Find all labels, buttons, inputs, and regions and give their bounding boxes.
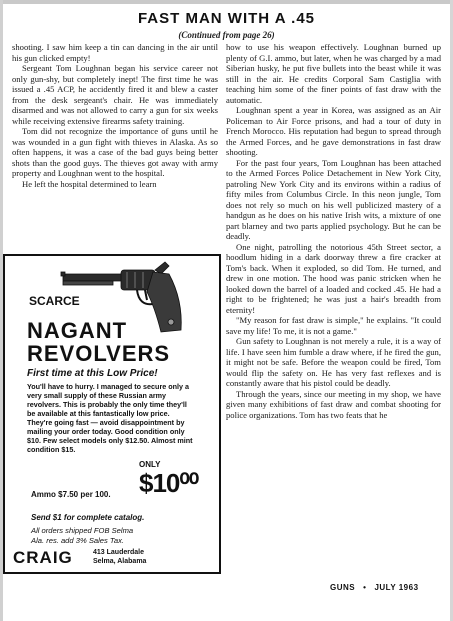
article-title: FAST MAN WITH A .45 [137, 10, 316, 27]
page-footer [330, 583, 419, 592]
ad-body-text: You'll have to hurry. I managed to secure only a very small supply of these Russian army revolvers. This is probably the only time they'll be available at this fantastically low price. They're going fast — avoid disappointment by mailing your order today. Good condition only $10. Few select models only $12.50. Almost mint condition $15. [27, 382, 193, 454]
paragraph: Tom did not recognize the importance of guns until he was wounded in a gun fight with thieves in Alaska. As so often happens, it was a case of the bad guys being better shots than the good guys. The thieves got away with army property and Loughnan went to the hospital. [12, 126, 218, 178]
footer-date: JULY 1963 [374, 583, 419, 592]
paragraph: He left the hospital determined to learn [22, 178, 157, 189]
footer-separator: • [363, 583, 367, 592]
ad-company-name: CRAIG [13, 548, 73, 567]
ad-address-city: Selma, Alabama [93, 558, 147, 565]
ad-shipping-line: All orders shipped FOB Selma [31, 526, 134, 535]
paragraph: how to use his weapon effectively. Loughnan burned up plenty of G.I. ammo, but later, when he was charged by a mad Siberian husky, he put five bullets into the beast while it was still in the air. He credits Corporal Sam Castiglia with teaching him some of the finer points of fast draw with the automatic. [226, 42, 441, 105]
paragraph: For the past four years, Tom Loughnan has been attached to the Armed Forces Police Detachement in New York City, patroling New York City and its environs within a radius of fifty miles from Columbus Circle. In this neon jungle, Tom does not rely so much on his well publicized mastery of a handgun as he does on his native Irish wits, a mixture of one part blarney and two parts applied psychology. But he can be deadly. [226, 157, 441, 241]
ad-catalog-offer: Send $1 for complete catalog. [31, 513, 145, 522]
ad-headline-2: REVOLVERS [27, 341, 171, 366]
ad-address-street: 413 Lauderdale [93, 549, 144, 556]
revolver-advertisement [3, 254, 221, 574]
ad-tax-line: Ala. res. add 3% Sales Tax. [31, 536, 125, 545]
continued-note: (Continued from page 26) [178, 30, 275, 40]
ad-scarce-label: SCARCE [29, 294, 80, 308]
paragraph: One night, patrolling the notorious 45th Street sector, a hoodlum hiding in a dark doorway threw a fire cracker at Tom's back. When it exploded, so did Tom. He turned, and drew in one motion. The hood was panic stricken when he looked down the barrel of a loaded and cocked .45. He had a right to be frightened; he was just a hair's breadth from eternity! [226, 241, 441, 315]
footer-magazine: GUNS [330, 583, 356, 592]
paragraph: "My reason for fast draw is simple," he explains. "It could save my life! To me, it is not a game." [226, 315, 441, 336]
ad-only-label: ONLY [139, 460, 161, 469]
ad-price: $10⁰⁰ [139, 468, 199, 498]
ad-company-address [93, 548, 146, 566]
paragraph: Gun safety to Loughnan is not merely a rule, it is a way of life. I have seen him fumble a draw where, if he fired the gun, it might not be safe. Before the weapon could be fired, Tom would flip the safety on. He has very fast reflexes and is constantly aware that his pistol could be deadly. [226, 336, 441, 388]
scan-top-edge [0, 0, 453, 4]
ad-ammo-price: Ammo $7.50 per 100. [31, 490, 111, 499]
right-column [226, 42, 441, 580]
paragraph: shooting. I saw him keep a tin can dancing in the air until his gun clicked empty! [12, 42, 218, 63]
paragraph: Loughnan spent a year in Korea, was assigned as an Air Policeman to Air Force prisons, and had a tour of duty in French Morocco. His reputation had begun to spread through the Armed Forces, and he gave demonstrations in fast draw shooting. [226, 105, 441, 157]
paragraph: Through the years, since our meeting in my shop, we have given many exhibitions of fast draw and combat shooting for police organizations. Tom has two feats that he [226, 388, 441, 420]
left-column [12, 42, 218, 250]
paragraph: Sergeant Tom Loughnan began his service career not only gun-shy, but completely inept! The first time he was issued a .45 ACP, he accidently fired it and blew a caster from the desk sergeant's chair. He was immediately disarmed and was not allowed to carry a gun for six weeks while receiving extensive firearms safety training. [12, 63, 218, 126]
ad-shipping-terms [31, 526, 201, 546]
ad-subheadline: First time at this Low Price! [27, 368, 158, 379]
ad-headline: NAGANT [27, 318, 128, 343]
